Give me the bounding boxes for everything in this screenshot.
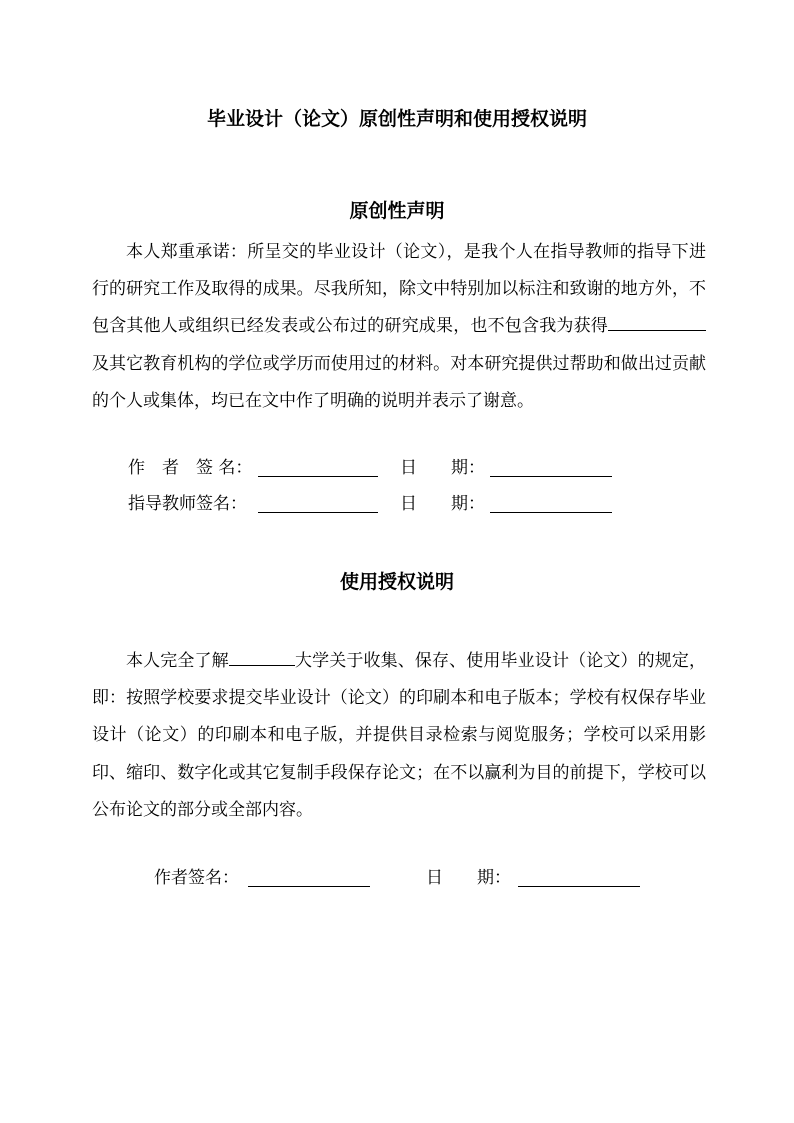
author-date-line [490,476,612,477]
authorization-text-part2: 大学关于收集、保存、使用毕业设计（论文）的规定，即：按照学校要求提交毕业设计（论文）的印刷本和电子版本；学校有权保存毕业设计（论文）的印刷本和电子版，并提供目录检索与阅览服务；学校可以采用影印、缩印、数字化或其它复制手段保存论文；在不以赢利为目的前提下，学校可以公布论文的部分或全部内容。 [92,651,707,820]
advisor-signature-label: 指导教师签名： [128,494,247,514]
authorization-signature-line [248,886,370,887]
advisor-signature-row [128,490,628,518]
authorization-statement [92,643,706,829]
university-blank [229,648,295,666]
author-signature-row [128,454,628,482]
page-title: 毕业设计（论文）原创性声明和使用授权说明 [206,108,587,130]
author-signature-label: 作 者 签 名： [128,458,253,478]
authorization-date-line [518,886,640,887]
authorization-signature-row [154,864,654,892]
authorization-signature-label: 作者签名： [154,868,239,888]
institution-blank [608,313,706,331]
advisor-date-label: 日 期： [400,494,485,514]
originality-text-part2: 及其它教育机构的学位或学历而使用过的材料。对本研究提供过帮助和做出过贡献的个人或集体，均已在文中作了明确的说明并表示了谢意。 [92,353,706,411]
authorization-heading: 使用授权说明 [339,571,454,593]
authorization-date-label: 日 期： [426,868,511,888]
advisor-signature-line [258,512,378,513]
author-date-label: 日 期： [400,458,485,478]
originality-statement [92,234,706,420]
authorization-text-part1: 本人完全了解 [126,651,229,671]
originality-heading: 原创性声明 [349,200,445,222]
originality-text-part1: 本人郑重承诺：所呈交的毕业设计（论文），是我个人在指导教师的指导下进行的研究工作及取得的成果。尽我所知，除文中特别加以标注和致谢的地方外，不包含其他人或组织已经发表或公布过的研究成果，也不包含我为获得 [92,242,706,337]
advisor-date-line [490,512,612,513]
author-signature-line [258,476,378,477]
